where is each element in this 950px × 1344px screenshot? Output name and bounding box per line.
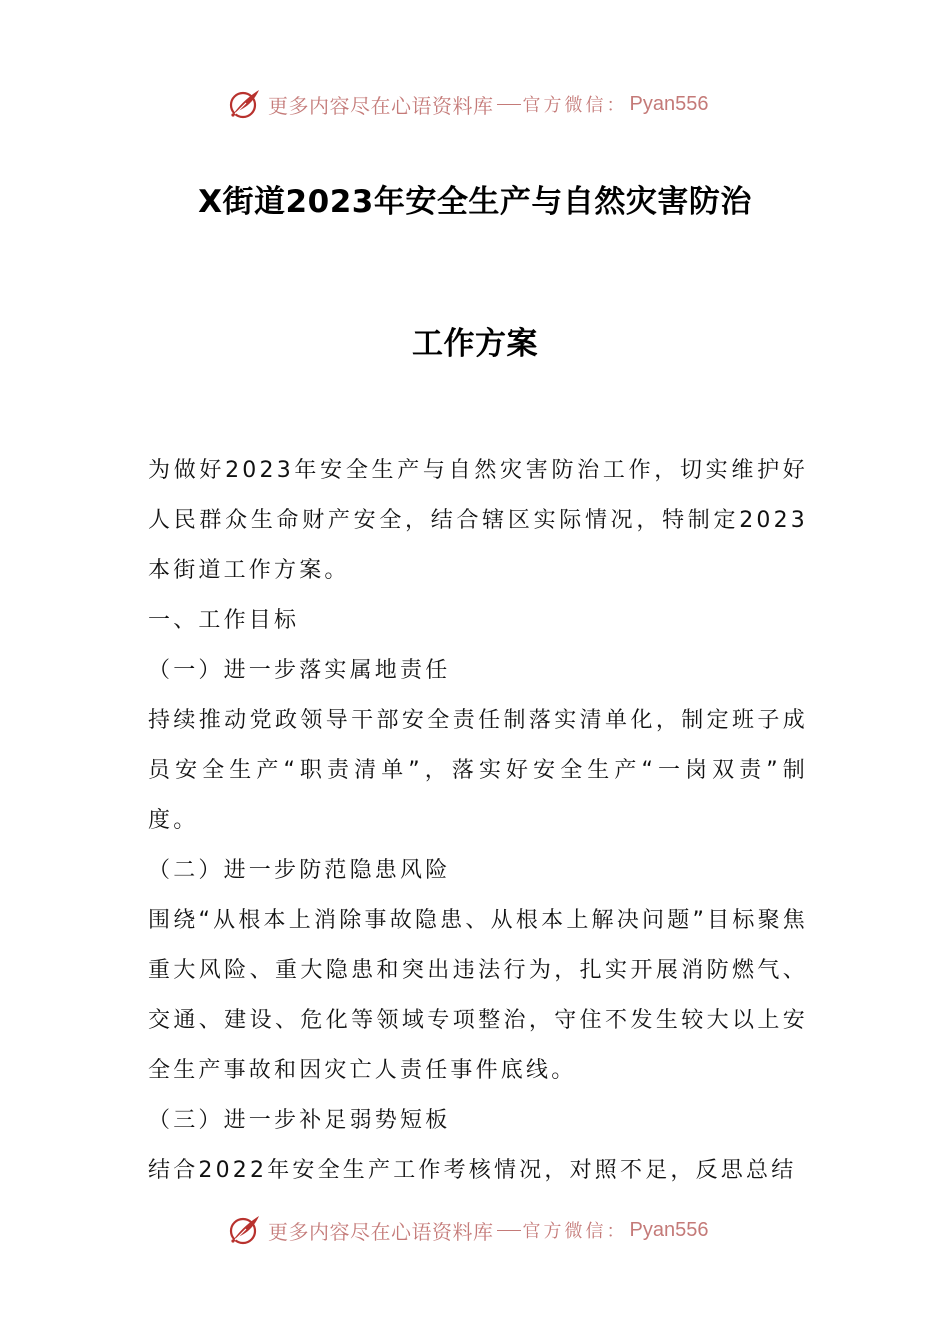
- watermark-text: 更多内容尽在心语资料库: [268, 1219, 494, 1244]
- document-title-line-2: 工作方案: [412, 326, 538, 362]
- subheading-1: （一）进一步落实属地责任: [148, 658, 451, 683]
- header-watermark: [228, 84, 708, 124]
- footer-watermark: [228, 1210, 708, 1250]
- watermark-dash: [497, 104, 521, 105]
- watermark-wechat-id: Pyan556: [629, 1218, 709, 1241]
- paragraph-1: 持续推动党政领导干部安全责任制落实清单化，制定班子成员安全生产“职责清单”，落实好安全生产“一岗双责”制度。: [148, 708, 808, 833]
- paragraph-3: 结合2022年安全生产工作考核情况，对照不足，反思总结: [148, 1158, 797, 1183]
- subheading-3: （三）进一步补足弱势短板: [148, 1108, 451, 1133]
- subheading-2: （二）进一步防范隐患风险: [148, 858, 451, 883]
- quill-logo-icon: [228, 1213, 262, 1247]
- watermark-wechat-id: Pyan556: [629, 92, 709, 115]
- paragraph-2: 围绕“从根本上消除事故隐患、从根本上解决问题”目标聚焦重大风险、重大隐患和突出违法行为，扎实开展消防燃气、交通、建设、危化等领域专项整治，守住不发生较大以上安全生产事故和因灾亡人责任事件底线。: [148, 908, 808, 1083]
- section-heading-goals: 一、工作目标: [148, 608, 300, 633]
- watermark-text: 更多内容尽在心语资料库: [268, 93, 494, 118]
- watermark-label: 官方微信：: [522, 95, 628, 116]
- intro-paragraph: 为做好2023年安全生产与自然灾害防治工作，切实维护好人民群众生命财产安全，结合辖区实际情况，特制定2023本街道工作方案。: [148, 458, 808, 583]
- watermark-dash: [497, 1230, 521, 1231]
- quill-logo-icon: [228, 87, 262, 121]
- document-title-line-1: X街道2023年安全生产与自然灾害防治: [198, 184, 752, 220]
- watermark-label: 官方微信：: [522, 1221, 628, 1242]
- document-body: [148, 446, 808, 1196]
